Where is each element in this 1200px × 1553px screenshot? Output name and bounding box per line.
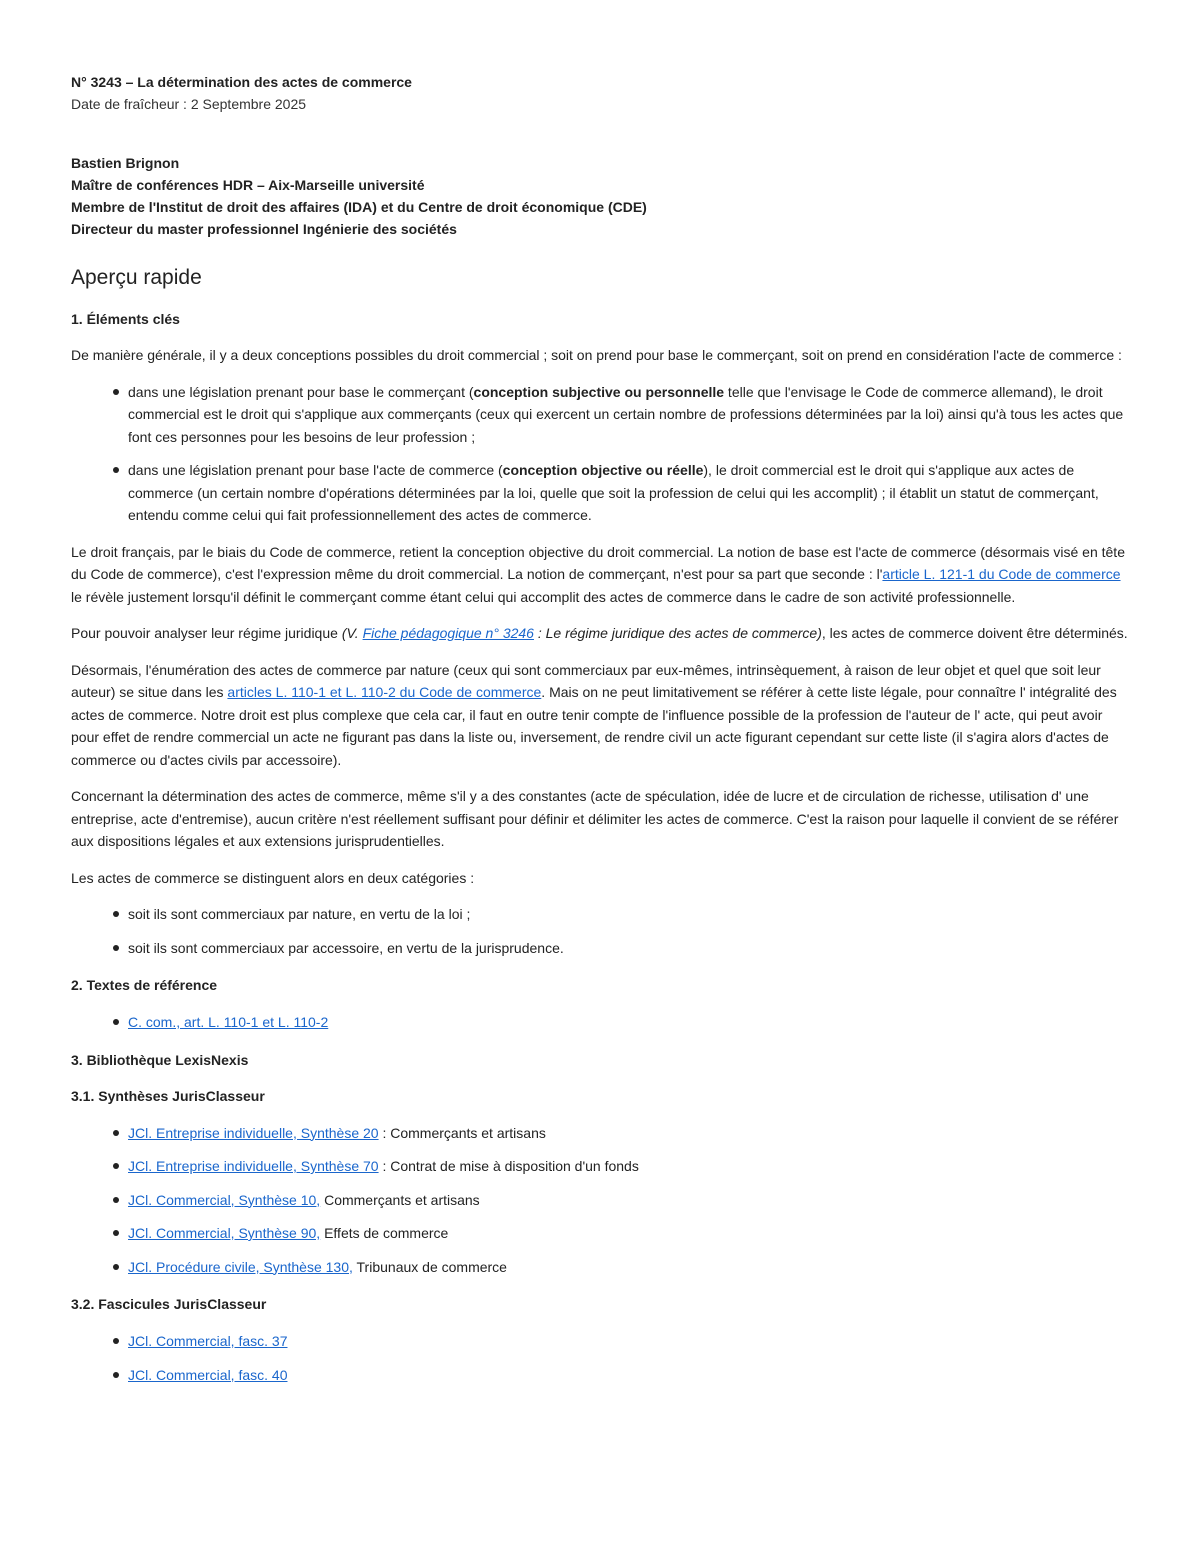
bullet-icon: [113, 1019, 119, 1025]
bullet-icon: [113, 1230, 119, 1236]
categories-list: [71, 903, 1128, 959]
link-synthese[interactable]: JCl. Procédure civile, Synthèse 130,: [128, 1258, 353, 1275]
link-article-l121-1[interactable]: article L. 121-1 du Code de commerce: [882, 566, 1121, 582]
bullet-icon: [113, 389, 119, 395]
heading-fascicules: 3.2. Fascicules JurisClasseur: [71, 1296, 267, 1312]
bullet-icon: [113, 467, 119, 473]
link-synthese[interactable]: JCl. Entreprise individuelle, Synthèse 20: [128, 1124, 379, 1141]
link-synthese[interactable]: JCl. Entreprise individuelle, Synthèse 70: [128, 1158, 379, 1174]
link-synthese[interactable]: JCl. Commercial, Synthèse 90,: [128, 1225, 321, 1241]
author-membership: Membre de l'Institut de droit des affaires (IDA) et du Centre de droit économique (CDE): [71, 199, 647, 215]
author-title: Maître de conférences HDR – Aix-Marseille université: [71, 177, 425, 193]
list-item: JCl. Commercial, Synthèse 90, Effets de commerce: [128, 1222, 1128, 1245]
list-item: dans une législation prenant pour base l'acte de commerce (conception objective ou réelle), le droit commercial est le droit qui s'applique aux actes de commerce (un certain nombre d'opérations déterminées par la loi, quelle que soit la profession de celui qui les accomplit) ; il établit un statut de commerçant, entendu comme celui qui fait professionnellement des actes de commerce.: [128, 459, 1128, 527]
paragraph-droit-francais: Le droit français, par le biais du Code de commerce, retient la conception objective du droit commercial. La notion de base est l'acte de commerce (désormais visé en tête du Code de commerce), c'est l'expression même du droit commercial. La notion de commerçant, n'est pour sa part que seconde : l'article L. 121-1 du Code de commerce le révèle justement lorsqu'il définit le commerçant comme étant celui qui accomplit des actes de commerce dans le cadre de son activité professionnelle.: [71, 543, 1125, 605]
document-title: N° 3243 – La détermination des actes de commerce: [71, 74, 412, 90]
list-item: JCl. Commercial, Synthèse 10, Commerçants et artisans: [128, 1189, 1128, 1212]
bullet-icon: [113, 1338, 119, 1344]
link-fiche-3246[interactable]: Fiche pédagogique n° 3246: [362, 625, 534, 641]
bullet-icon: [113, 1372, 119, 1378]
bullet-icon: [113, 1163, 119, 1169]
fascicules-list: [71, 1330, 1128, 1386]
link-fascicule[interactable]: JCl. Commercial, fasc. 40: [128, 1366, 288, 1383]
list-item: soit ils sont commerciaux par nature, en vertu de la loi ;: [128, 903, 1128, 926]
list-item: JCl. Entreprise individuelle, Synthèse 70 : Contrat de mise à disposition d'un fonds: [128, 1155, 1128, 1178]
paragraph-regime-juridique: Pour pouvoir analyser leur régime juridique (V. Fiche pédagogique n° 3246 : Le régime juridique des actes de commerce), les actes de commerce doivent être déterminés.: [71, 625, 1128, 641]
paragraph-determination: Concernant la détermination des actes de commerce, même s'il y a des constantes (acte de spéculation, idée de lucre et de circulation de richesse, utilisation d' une entreprise, acte d'entremise), aucun critère n'est réellement suffisant pour définir et délimiter les actes de commerce. C'est la raison pour laquelle il convient de se référer aux dispositions légales et aux extensions jurisprudentielles.: [71, 788, 1119, 849]
author-name: Bastien Brignon: [71, 155, 180, 171]
bullet-icon: [113, 1130, 119, 1136]
list-item: [128, 1330, 1128, 1353]
link-articles-l110[interactable]: articles L. 110-1 et L. 110-2 du Code de commerce: [227, 684, 542, 700]
list-item: JCl. Procédure civile, Synthèse 130, Tribunaux de commerce: [128, 1256, 1128, 1279]
bullet-icon: [113, 1197, 119, 1203]
list-item: soit ils sont commerciaux par accessoire, en vertu de la jurisprudence.: [128, 937, 1128, 960]
freshness-date: Date de fraîcheur : 2 Septembre 2025: [71, 96, 307, 112]
bullet-icon: [113, 1264, 119, 1270]
paragraph-enumeration: Désormais, l'énumération des actes de commerce par nature (ceux qui sont commerciaux par eux-mêmes, intrinsèquement, à raison de leur objet et quel que soit leur auteur) se situe dans les articles L. 110-1 et L. 110-2 du Code de commerce. Mais on ne peut limitativement se référer à cette liste légale, pour connaître l' intégralité des actes de commerce. Notre droit est plus complexe que cela car, il faut en outre tenir compte de l'influence possible de la profession de l'auteur de l' acte, qui peut avoir pour effet de rendre commercial un acte ne figurant pas dans la liste ou, inversement, de rendre civil un acte figurant cependant sur cette liste (il s'agira alors d'actes de commerce ou d'actes civils par accessoire).: [71, 661, 1117, 768]
heading-bibliotheque: 3. Bibliothèque LexisNexis: [71, 1051, 249, 1068]
list-item: dans une législation prenant pour base le commerçant (conception subjective ou personnelle telle que l'envisage le Code de commerce allemand), le droit commercial est le droit qui s'applique aux commerçants (ceux qui exercent un certain nombre de professions déterminées par la loi) ainsi qu'à tous les actes que font ces personnes pour les besoins de leur profession ;: [128, 381, 1128, 449]
heading-syntheses: 3.1. Synthèses JurisClasseur: [71, 1087, 265, 1104]
intro-paragraph: De manière générale, il y a deux conceptions possibles du droit commercial ; soit on prend pour base le commerçant, soit on prend en considération l'acte de commerce :: [71, 347, 1122, 363]
list-item: [128, 1011, 1128, 1034]
author-role: Directeur du master professionnel Ingénierie des sociétés: [71, 221, 457, 237]
bullet-icon: [113, 911, 119, 917]
heading-textes-reference: 2. Textes de référence: [71, 977, 218, 993]
list-item: [128, 1364, 1128, 1387]
section-heading-apercu: Aperçu rapide: [71, 266, 202, 289]
paragraph-categories: Les actes de commerce se distinguent alors en deux catégories :: [71, 869, 475, 886]
link-c-com-l110[interactable]: C. com., art. L. 110-1 et L. 110-2: [128, 1014, 329, 1030]
link-synthese[interactable]: JCl. Commercial, Synthèse 10,: [128, 1191, 321, 1208]
conceptions-list: [71, 381, 1128, 527]
heading-elements-cles: 1. Éléments clés: [71, 311, 180, 327]
syntheses-list: [71, 1122, 1128, 1279]
list-item: JCl. Entreprise individuelle, Synthèse 20 : Commerçants et artisans: [128, 1122, 1128, 1145]
bullet-icon: [113, 945, 119, 951]
textes-list: [71, 1011, 1128, 1034]
author-block: [71, 152, 1128, 240]
link-fascicule[interactable]: JCl. Commercial, fasc. 37: [128, 1333, 288, 1349]
